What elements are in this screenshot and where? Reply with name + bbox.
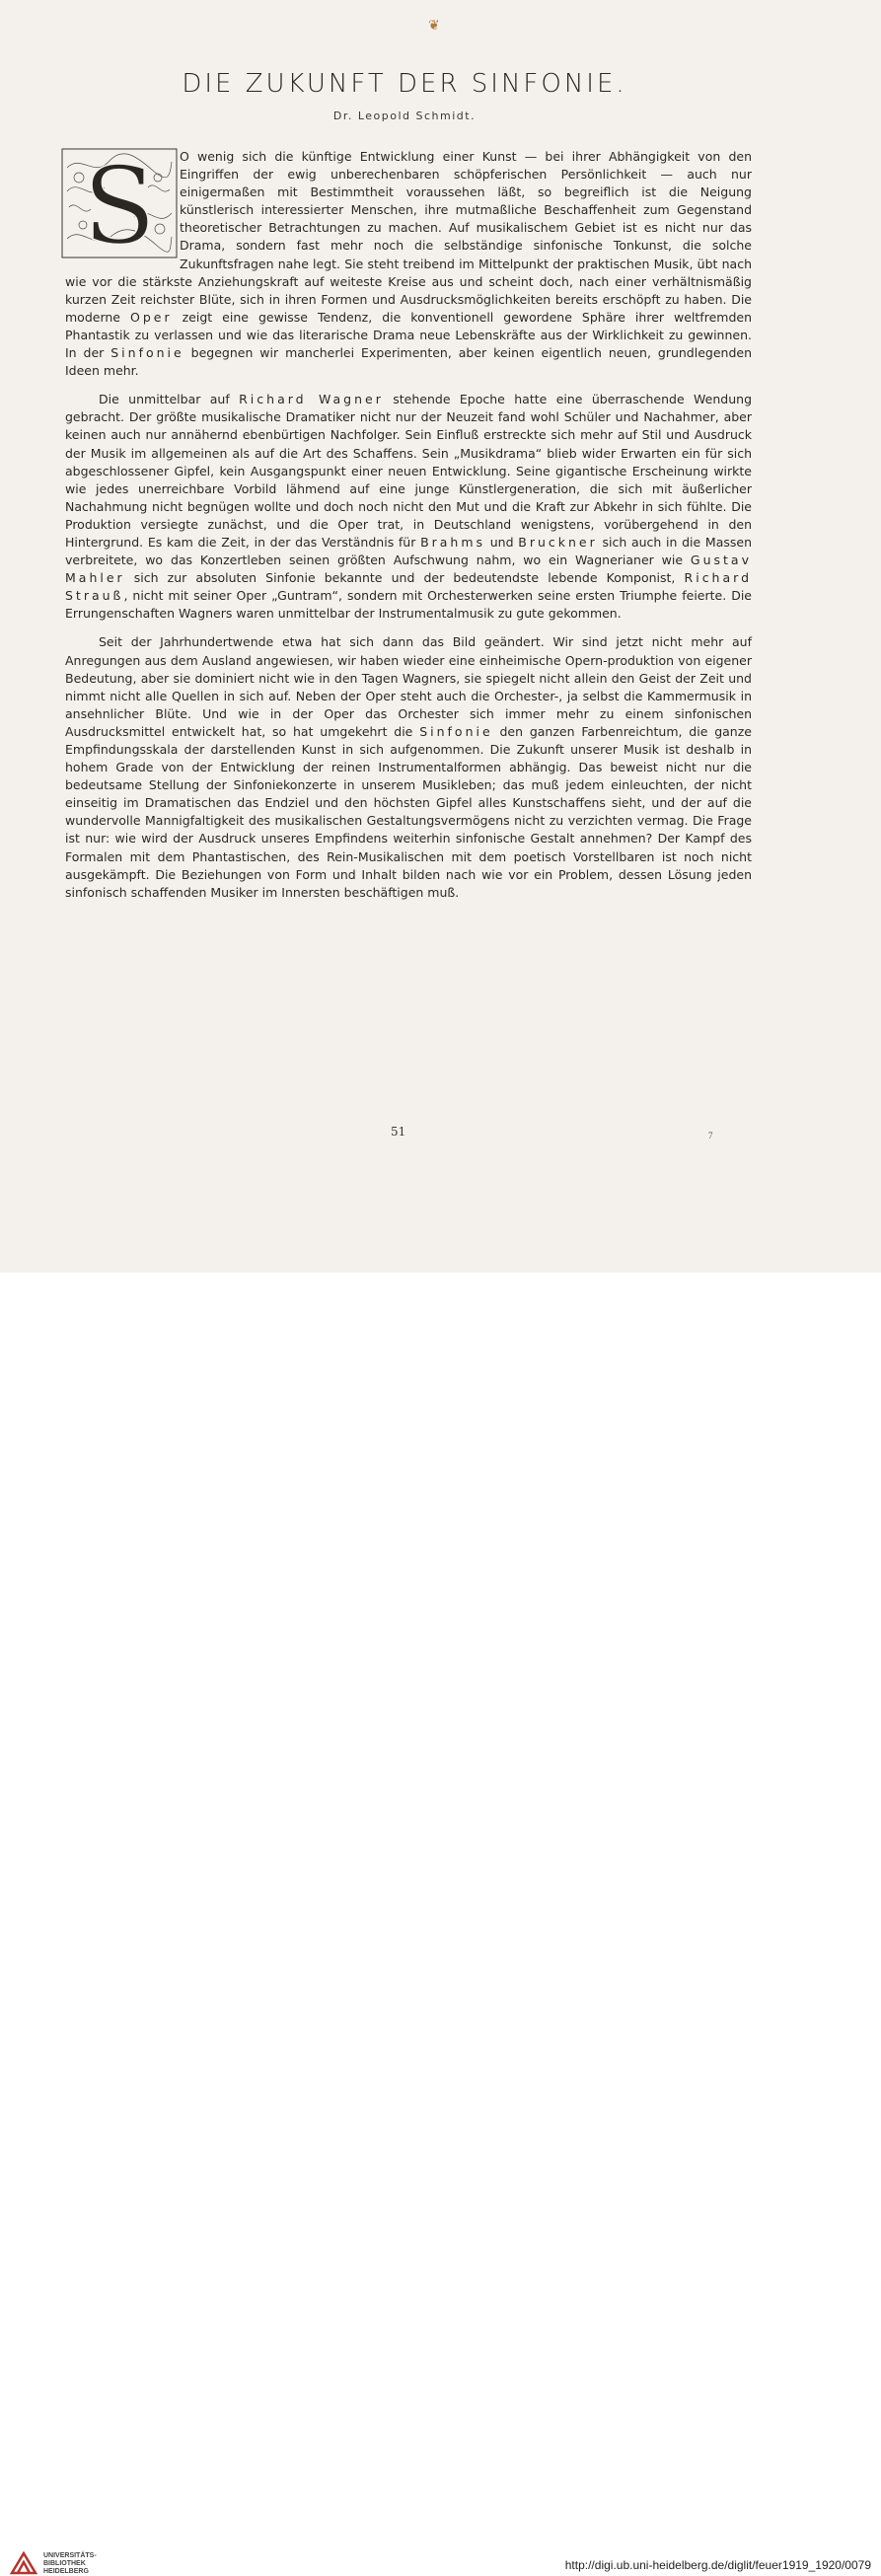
spaced-emphasis-text: Bruckner bbox=[518, 534, 598, 550]
spaced-emphasis-text: Richard Strauß bbox=[65, 570, 752, 604]
library-line: BIBLIOTHEK bbox=[43, 2560, 86, 2567]
article-author: Dr. Leopold Schmidt. bbox=[332, 110, 477, 122]
body-text: , nicht mit seiner Oper „Guntram“, sondern mit Orchesterwerken seine ersten Triumphe feierte. Die Errungenschaften Wagners waren unmittelbar der Instrumentalmusik zu gute gekommen. bbox=[65, 588, 752, 622]
signature-mark: 7 bbox=[708, 1131, 713, 1141]
spaced-emphasis-text: Brahms bbox=[420, 534, 486, 550]
body-text: den ganzen Farbenreichtum, die ganze Empfindungsskala der darstellenden Kunst in sich aufgenommen. Die Zukunft unserer Musik ist deshalb in hohem Grade von der Entwicklung der reinen Instrumentalformen abhängig. Das beweist nicht nur die bedeutsame Stellung der Sinfoniekonzerte in unserem Musikleben; das muß jedem einleuchten, der nicht einseitig im Dramatischen das Endziel und den höchsten Gipfel alles Kunstschaffens sieht, und der auf die wundervolle Mannigfaltigkeit des musikalischen Gestaltungsvermögens nicht zu verzichten vermag. Die Frage ist nur: wie wird der Ausdruck unseres Empfindens weiterhin sinfonische Gestalt annehmen? Der Kampf des Formalen mit dem Phantastischen, des Rein-Musikalischen mit dem poetisch Vorstellbaren ist noch nicht ausgekämpft. Die Beziehungen von Form und Inhalt bilden nach wie vor ein Problem, dessen Lösung jeden sinfonisch schaffenden Musiker im Innersten beschäftigen muß. bbox=[65, 723, 752, 900]
body-text: Die unmittelbar auf bbox=[99, 392, 240, 407]
body-text: und bbox=[485, 534, 519, 550]
decorated-initial-letter bbox=[61, 148, 178, 258]
spaced-emphasis-text: Oper bbox=[130, 309, 173, 325]
spaced-emphasis-text: Sinfonie bbox=[110, 345, 184, 361]
body-text: zeigt eine gewisse Tendenz, die konventionell gewordene Sphäre ihrer weltfremden Phantastik zu verlassen und wie das literarische Drama neue Lebenskräfte aus der Wirklichkeit zu gewinnen. In der bbox=[65, 309, 752, 361]
ornament-initial-icon bbox=[61, 148, 178, 258]
paragraph bbox=[65, 148, 752, 380]
spaced-emphasis-text: Richard Wagner bbox=[239, 392, 384, 407]
page-number: 51 bbox=[391, 1125, 406, 1139]
article-body bbox=[65, 148, 752, 902]
library-name bbox=[43, 2552, 97, 2576]
spaced-emphasis-text: Sinfonie bbox=[419, 723, 493, 739]
body-text: Seit der Jahrhundertwende etwa hat sich dann das Bild geändert. Wir sind jetzt nicht mehr auf Anregungen aus dem Ausland angewiesen, wir haben wieder eine einheimische Opern-produktion von eigener Bedeutung, aber sie dominiert nicht wie in den Tagen Wagners, sie spiegelt nicht allein den Geist der Zeit und nimmt nicht alle Quellen in sich auf. Neben der Oper steht auch die Orchester-, ja selbst die Kammermusik in ansehnlicher Blüte. Und wie in der Oper das Orchester sich immer mehr zu einem sinfonischen Ausdrucksmittel entwickelt hat, so hat umgekehrt die bbox=[65, 634, 752, 739]
paragraph bbox=[65, 391, 752, 623]
library-line: UNIVERSITÄTS- bbox=[43, 2552, 97, 2559]
university-library-logo-icon bbox=[10, 2551, 37, 2575]
library-line: HEIDELBERG bbox=[43, 2568, 89, 2575]
body-text: sich auch in die Massen verbreitete, wo das Konzertleben seinen größten Aufschwung nahm, wo ein Wagnerianer wie bbox=[65, 534, 752, 568]
body-text: O wenig sich die künftige Entwicklung einer Kunst — bei ihrer Abhängigkeit von den Eingriffen der ewig unberechenbaren schöpferischen Persönlichkeit — auch nur einigermaßen mit Bestimmtheit voraussehen läßt, so begreiflich ist die Neigung künstlerisch interessierter Menschen, ihre mutmaßliche Beschaffenheit zum Gegenstand theoretischer Betrachtungen zu machen. Auf musikalischem Gebiet ist es nicht nur das Drama, sondern fast mehr noch die selbständige sinfonische Tonkunst, die solche Zukunftsfragen nahe legt. Sie steht treibend im Mittelpunkt der praktischen Musik, übt nach wie vor die stärkste Anziehungskraft auf weiteste Kreise aus und scheint doch, nach einer verhältnismäßig kurzen Zeit reichster Blüte, sich in ihren Formen und Ausdrucksmöglichkeiten bereits erschöpft zu haben. Die moderne bbox=[65, 149, 752, 325]
body-text: sich zur absoluten Sinfonie bekannte und der bedeutendste lebende Komponist, bbox=[124, 570, 685, 586]
scanned-page bbox=[0, 0, 881, 1273]
article-title: DIE ZUKUNFT DER SINFONIE. bbox=[182, 69, 627, 99]
body-text: begegnen wir mancherlei Experimenten, aber keinen eigentlich neuen, grundlegenden Ideen mehr. bbox=[65, 345, 752, 379]
footer-bar bbox=[0, 1273, 881, 2575]
permalink-url[interactable]: http://digi.ub.uni-heidelberg.de/diglit/feuer1919_1920/0079 bbox=[564, 2558, 871, 2572]
ornament-mark: ❦ bbox=[428, 19, 440, 34]
spaced-emphasis-text: Gustav Mahler bbox=[65, 552, 752, 586]
paragraph bbox=[65, 633, 752, 901]
body-text: stehende Epoche hatte eine überraschende Wendung gebracht. Der größte musikalische Dramatiker nicht nur der Neuzeit fand wohl Schüler und Nachahmer, aber keinen auch nur annähernd ebenbürtigen Nachfolger. Sein Einfluß erstreckte sich mehr auf Stil und Ausdruck der Musik im allgemeinen als auf die Art des Schaffens. Sein „Musikdrama“ blieb wider Erwarten ein für sich abgeschlossener Gipfel, kein Ausgangspunkt einer neuen Entwicklung. Seine gigantische Erscheinung wirkte wie jedes unerreichbare Vorbild lähmend auf eine junge Künstlergeneration, die sich mit äußerlicher Nachahmung nicht begnügen wollte und doch noch nicht den Mut und die Kraft zur Abkehr in sich fühlte. Die Produktion versiegte zunächst, und die Oper trat, in Deutschland wenigstens, vorübergehend in den Hintergrund. Es kam die Zeit, in der das Verständnis für bbox=[65, 392, 752, 550]
svg-text:S: S bbox=[83, 148, 156, 258]
